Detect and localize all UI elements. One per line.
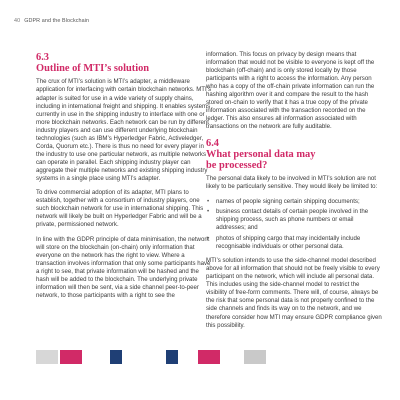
- paragraph: To drive commercial adoption of its adapter, MTI plans to establish, together with a consortium of industry players, one such blockchain network for use in international shipping. This network will likely be built on Hyperledger Fabric and will be a private, permissioned network.: [36, 189, 204, 229]
- section-6-3-number: 6.3: [36, 52, 49, 63]
- section-6-4-title-line2: be processed?: [206, 160, 268, 172]
- page-number: 40: [14, 18, 21, 24]
- paragraph: MTI’s solution intends to use the side-channel model described above for all information that should not be freely visible to every participant on the network, which will include all personal data. This includes using the side-channel model to restrict the visibility of free-form comments. There will, of course, always be the risk that some personal data is not properly confined to the side channels and finds its way on to the network, and we therefore consider how MTI may ensure GDPR compliance given this possibility.: [206, 257, 382, 329]
- running-header: [14, 18, 89, 24]
- section-6-3-title: Outline of MTI’s solution: [36, 63, 150, 75]
- list-item: • names of people signing certain shipping documents;: [206, 198, 382, 206]
- footer-color-swatch: [198, 350, 220, 364]
- paragraph: The personal data likely to be involved in MTI’s solution are not likely to be particularly sensitive. They would likely be limited to:: [206, 175, 378, 191]
- section-6-4-title-line1: What personal data may: [206, 148, 316, 160]
- section-6-4-heading: [206, 138, 382, 172]
- list-item: • photos of shipping cargo that may incidentally include recognisable individuals or other personal data.: [206, 235, 382, 251]
- bullet-list: [206, 198, 382, 251]
- footer-color-swatch: [60, 350, 82, 364]
- paragraph-continuation: information. This focus on privacy by design means that information that would not be visible to everyone is kept off the blockchain (off-chain) and is only stored locally by those participants with a right to access the information. Any person who has a copy of the off-chain private information can run the hashing algorithm over it and compare the result to the hash stored on-chain to verify that it has a true copy of the private information associated with the transaction recorded on the ledger. This also ensures all information associated with transactions on the network are fully auditable.: [206, 51, 375, 131]
- paragraph: In line with the GDPR principle of data minimisation, the network will store on the blockchain (on-chain) only information that everyone on the network has the right to view. Where a transaction involves information that only some participants have a right to see, that private information will be hashed and the hash will be added to the blockchain. The underlying private information will then be sent, via a side channel peer-to-peer network, to those participants with a right to see the: [36, 235, 211, 299]
- footer-color-swatch: [244, 350, 266, 364]
- paragraph: The crux of MTI’s solution is MTI’s adapter, a middleware application for interfacing with certain blockchain networks. MTI’s adapter is suited for use in a wide variety of supply chains, including in international freight and shipping. It enables systems currently in use in the shipping industry to interface with one or more blockchain networks. Each network can be run by different industry players and can use different underlying blockchain technologies (such as IBM’s Hyperledger Fabric, Activeledger, Corda, Quorum etc.). There is thus no need for every player in the industry to use one particular network, as multiple networks can operate in parallel. Each shipping industry player can aggregate their multiple networks and existing shipping industry systems in a single place using MTI’s adapter.: [36, 78, 211, 182]
- section-6-3-heading: [36, 52, 212, 74]
- footer-color-swatch: [36, 350, 58, 364]
- footer-color-swatch: [110, 350, 122, 364]
- running-title: GDPR and the Blockchain: [24, 18, 90, 24]
- left-column: [36, 52, 212, 306]
- list-item: • business contact details of certain people involved in the shipping process, such as phone numbers or email addresses; and: [206, 208, 382, 232]
- section-6-4-number: 6.4: [206, 137, 219, 149]
- footer-color-swatch: [166, 350, 178, 364]
- right-column: [206, 51, 382, 336]
